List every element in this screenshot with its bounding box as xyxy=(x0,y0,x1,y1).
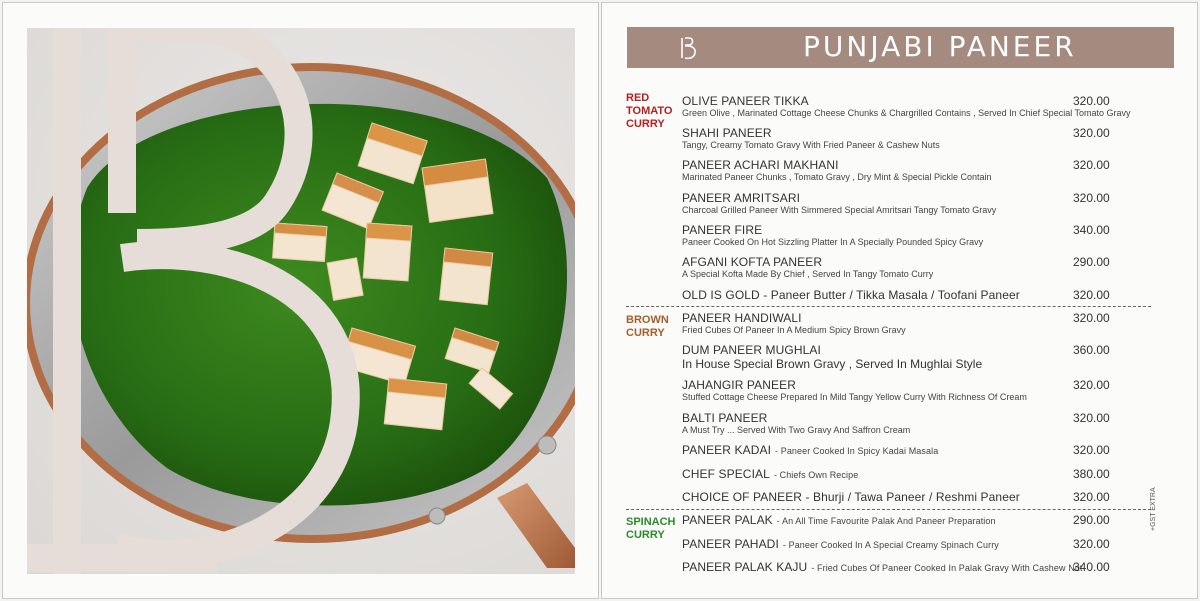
menu-item-title: PANEER KADAI xyxy=(682,443,772,457)
gst-note: +GST EXTRA xyxy=(1150,487,1157,531)
menu-item-title: PANEER PAHADI xyxy=(682,537,779,551)
menu-item-description: A Special Kofta Made By Chief , Served In Tangy Tomato Curry xyxy=(682,269,934,279)
menu-item-price: 340.00 xyxy=(1073,223,1110,237)
menu-item-title: CHOICE OF PANEER - Bhurji / Tawa Paneer / Reshmi Paneer xyxy=(682,490,1020,504)
menu-item-description: Marinated Paneer Chunks , Tomato Gravy , Dry Mint & Special Pickle Contain xyxy=(682,172,992,182)
menu-item-price: 290.00 xyxy=(1073,255,1110,269)
menu-item-price: 320.00 xyxy=(1073,411,1110,425)
menu-item-title: PANEER FIRE xyxy=(682,223,763,237)
right-page xyxy=(601,2,1198,599)
section-divider xyxy=(626,306,1151,307)
menu-item-description: - Fried Cubes Of Paneer Cooked In Palak Gravy With Cashew Nut xyxy=(811,563,1083,573)
menu-item-description: Charcoal Grilled Paneer With Simmered Special Amritsari Tangy Tomato Gravy xyxy=(682,205,997,215)
menu-item-description: Tangy, Creamy Tomato Gravy With Fried Paneer & Cashew Nuts xyxy=(682,140,940,150)
menu-item-price: 320.00 xyxy=(1073,537,1110,551)
menu-item-description: Green Olive , Marinated Cottage Cheese Chunks & Chargrilled Contains , Served In Chief Special Tomato Gravy xyxy=(682,108,1131,118)
menu-item-title: OLIVE PANEER TIKKA xyxy=(682,94,809,108)
menu-item-description: - An All Time Favourite Palak And Paneer Preparation xyxy=(776,516,996,526)
menu-item-price: 340.00 xyxy=(1073,560,1110,574)
menu-item-price: 320.00 xyxy=(1073,288,1110,302)
menu-item-description: Paneer Cooked On Hot Sizzling Platter In A Specially Pounded Spicy Gravy xyxy=(682,237,984,247)
section-label-line: RED xyxy=(626,92,650,104)
b-logo-icon xyxy=(679,36,701,60)
section-label-line: TOMATO xyxy=(626,105,673,117)
section-label xyxy=(626,314,684,340)
menu-item-title: SHAHI PANEER xyxy=(682,126,772,140)
menu-item-title: JAHANGIR PANEER xyxy=(682,378,796,392)
section-label xyxy=(626,516,684,542)
menu-item-price: 290.00 xyxy=(1073,513,1110,527)
menu-item-title: OLD IS GOLD - Paneer Butter / Tikka Masala / Toofani Paneer xyxy=(682,288,1020,302)
menu-item-description: - Paneer Cooked In A Special Creamy Spinach Curry xyxy=(782,540,999,550)
menu-item-price: 320.00 xyxy=(1073,443,1110,457)
section-divider xyxy=(626,509,1151,510)
menu-item-price: 320.00 xyxy=(1073,94,1110,108)
menu-item-description: A Must Try ... Served With Two Gravy And Saffron Cream xyxy=(682,425,911,435)
section-label-line: SPINACH xyxy=(626,516,676,528)
menu-item-description: In House Special Brown Gravy , Served In Mughlai Style xyxy=(682,357,983,371)
menu-item-title: PANEER AMRITSARI xyxy=(682,191,801,205)
menu-item-title: PANEER PALAK KAJU xyxy=(682,560,808,574)
section-label-line: CURRY xyxy=(626,529,665,541)
page-title: PUNJABI PANEER xyxy=(803,30,1077,63)
menu-item-title: PANEER HANDIWALI xyxy=(682,311,802,325)
section-label-line: CURRY xyxy=(626,118,665,130)
menu-item-price: 320.00 xyxy=(1073,126,1110,140)
menu-item-title: PANEER PALAK xyxy=(682,513,773,527)
menu-item-price: 380.00 xyxy=(1073,467,1110,481)
section-label-line: BROWN xyxy=(626,314,669,326)
menu-item-title: CHEF SPECIAL xyxy=(682,467,770,481)
section-label xyxy=(626,92,684,131)
header-bar xyxy=(627,27,1174,68)
menu-item-title: PANEER ACHARI MAKHANI xyxy=(682,158,839,172)
menu-item-description: - Paneer Cooked In Spicy Kadai Masala xyxy=(775,446,939,456)
menu-item-description: Fried Cubes Of Paneer In A Medium Spicy Brown Gravy xyxy=(682,325,906,335)
menu-item-price: 360.00 xyxy=(1073,343,1110,357)
menu-item-price: 320.00 xyxy=(1073,311,1110,325)
menu-item-price: 320.00 xyxy=(1073,490,1110,504)
menu-item-price: 320.00 xyxy=(1073,158,1110,172)
section-label-line: CURRY xyxy=(626,327,665,339)
menu-item-description: - Chiefs Own Recipe xyxy=(773,470,859,480)
menu-item-title: BALTI PANEER xyxy=(682,411,768,425)
menu-item-title: AFGANI KOFTA PANEER xyxy=(682,255,823,269)
palak-paneer-pan-image xyxy=(27,28,575,574)
left-page xyxy=(2,2,599,599)
menu-item-description: Stuffed Cottage Cheese Prepared In Mild Tangy Yellow Curry With Richness Of Cream xyxy=(682,392,1027,402)
menu-item-title: DUM PANEER MUGHLAI xyxy=(682,343,821,357)
menu-item-price: 320.00 xyxy=(1073,191,1110,205)
menu-item-price: 320.00 xyxy=(1073,378,1110,392)
